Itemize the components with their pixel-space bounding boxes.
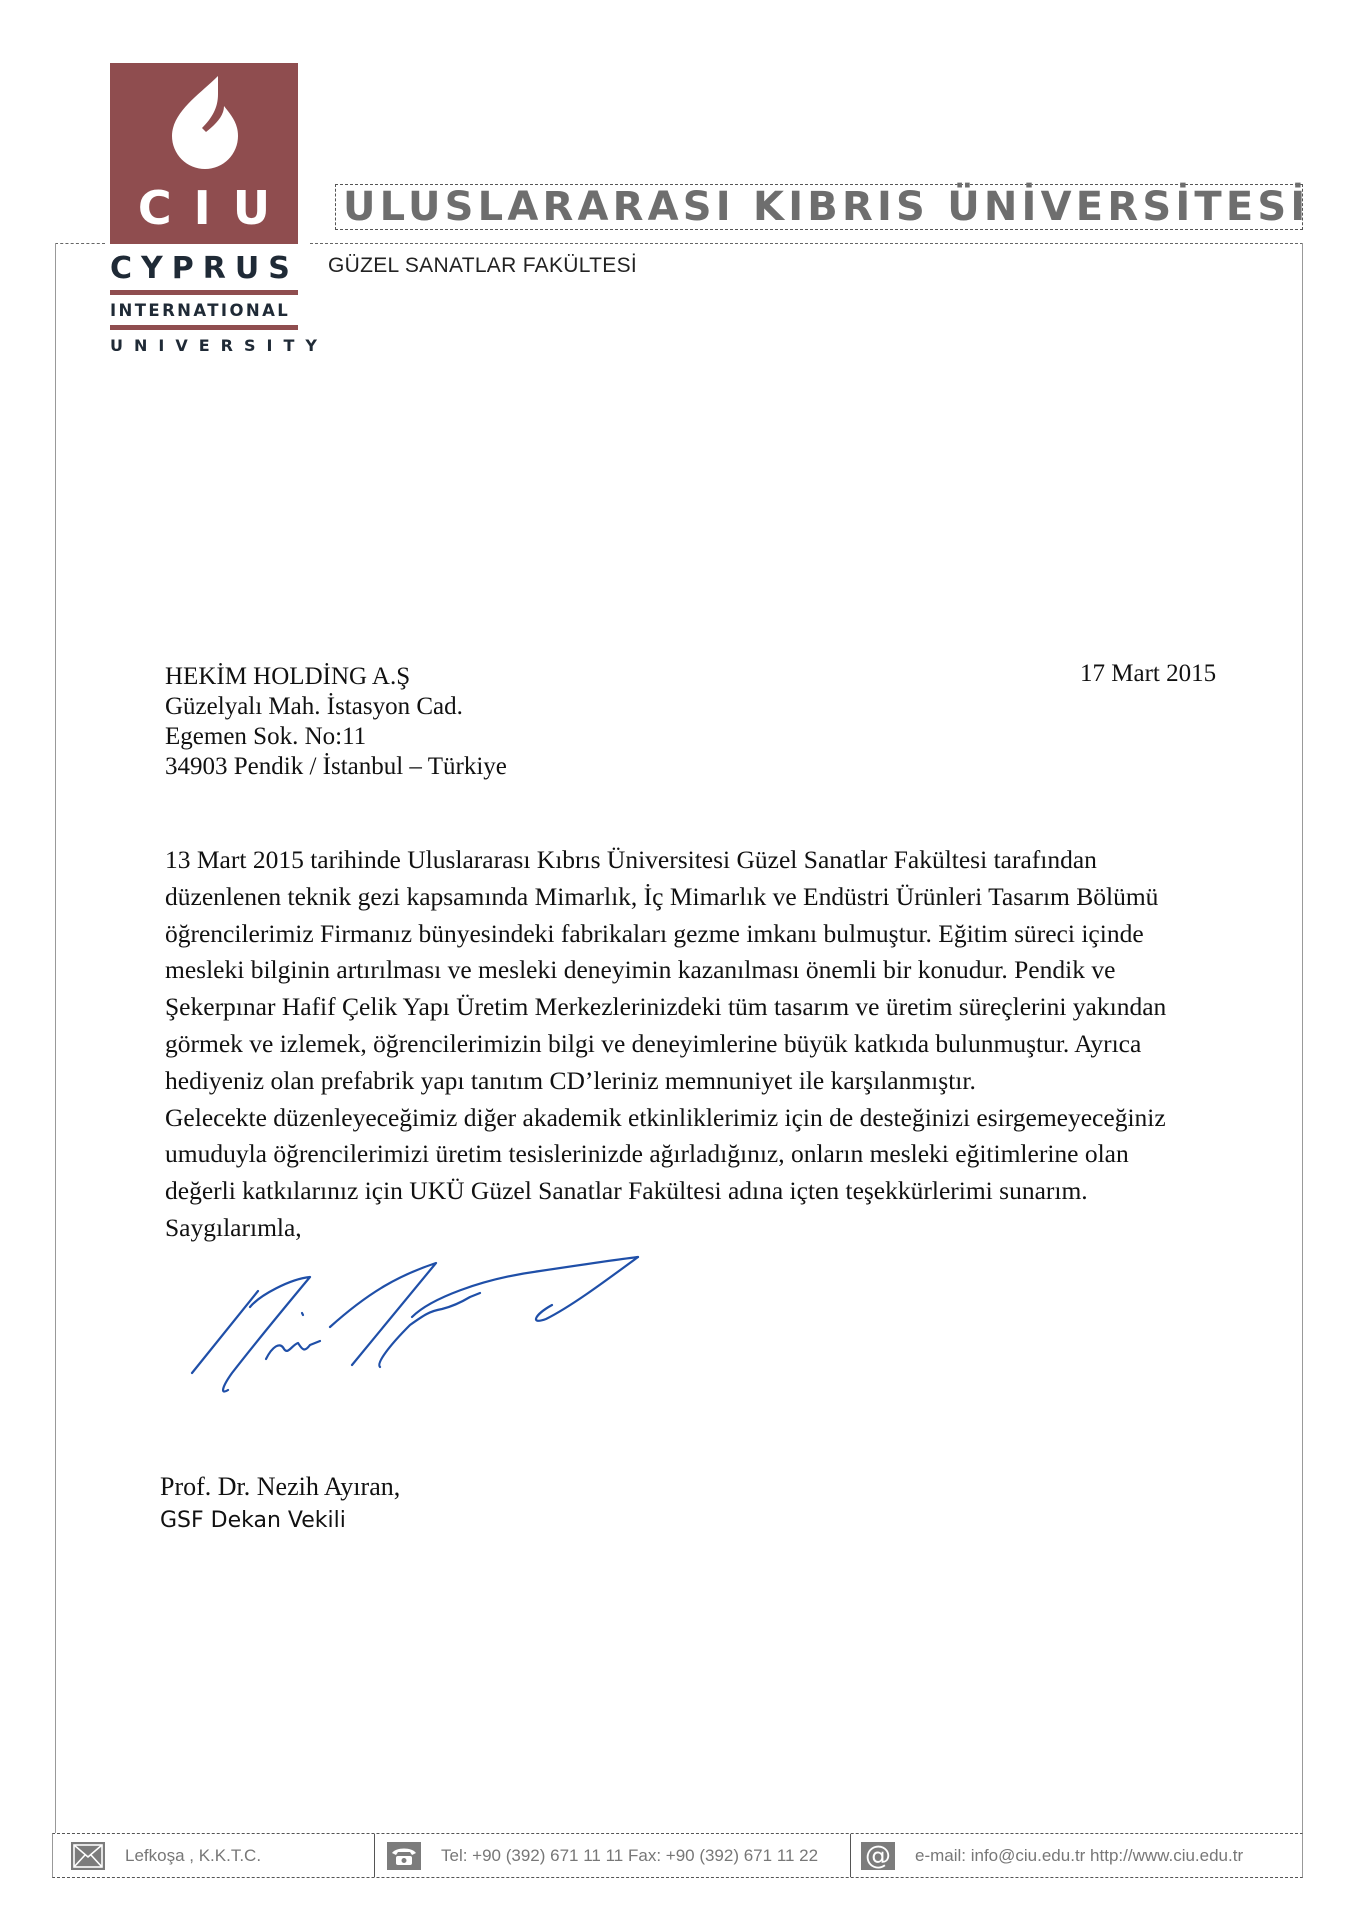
- body-line: Gelecekte düzenleyeceğimiz diğer akademik etkinliklerimiz için de desteğinizi esirgemeyeceğiniz: [165, 1102, 1166, 1132]
- body-line: hediyeniz olan prefabrik yapı tanıtım CD’leriniz memnuniyet ile karşılanmıştır.: [165, 1065, 976, 1095]
- footer-address: [53, 1834, 375, 1877]
- letter-date: 17 Mart 2015: [1080, 660, 1217, 687]
- envelope-icon: [71, 1842, 105, 1870]
- logo-cyprus: CYPRUS: [110, 251, 299, 286]
- frame-line: [310, 243, 1303, 244]
- body-line: değerli katkılarınız için UKÜ Güzel Sanatlar Fakültesi adına içten teşekkürlerimi sunarım.: [165, 1176, 1088, 1206]
- recipient-line: 34903 Pendik / İstanbul – Türkiye: [165, 753, 507, 780]
- footer-phone: [375, 1834, 851, 1877]
- recipient-address: [165, 662, 507, 782]
- letterhead-footer: [52, 1833, 1303, 1878]
- recipient-line: Egemen Sok. No:11: [165, 723, 367, 750]
- telephone-icon: [387, 1842, 421, 1870]
- handwritten-signature: [180, 1255, 650, 1415]
- closing: Saygılarımla,: [165, 1212, 302, 1242]
- recipient-line: HEKİM HOLDİNG A.Ş: [165, 663, 411, 690]
- signer-name: Prof. Dr. Nezih Ayıran,: [160, 1472, 401, 1501]
- logo-university: UNIVERSITY: [110, 336, 328, 355]
- frame-line: [55, 243, 56, 1833]
- flame-drop-icon: [160, 72, 250, 172]
- footer-address-text: Lefkoşa , K.K.T.C.: [125, 1845, 262, 1865]
- frame-line: [55, 243, 105, 244]
- faculty-name: GÜZEL SANATLAR FAKÜLTESİ: [328, 254, 638, 277]
- logo-divider: [110, 325, 298, 330]
- body-line: öğrencilerimiz Firmanız bünyesindeki fabrikaları gezme imkanı bulmuştur. Eğitim süreci içinde: [165, 918, 1144, 948]
- footer-web-text: e-mail: info@ciu.edu.tr http://www.ciu.edu.tr: [915, 1845, 1244, 1865]
- at-sign-icon: @: [861, 1842, 895, 1870]
- logo-divider: [110, 290, 298, 295]
- body-line: mesleki bilginin artırılması ve mesleki deneyimin kazanılması önemli bir konudur. Pendik ve: [165, 955, 1116, 985]
- letter-body: [165, 842, 1166, 1247]
- logo-international: INTERNATIONAL: [110, 301, 291, 320]
- university-name: ULUSLARARASI KIBRIS ÜNİVERSİTESİ: [343, 184, 1310, 230]
- body-line: 13 Mart 2015 tarihinde Uluslararası Kıbrıs Üniversitesi Güzel Sanatlar Fakültesi tarafından: [165, 845, 1097, 874]
- body-line: umuduyla öğrencilerimizi üretim tesislerinizde ağırladığınız, onların mesleki eğitimlerine olan: [165, 1139, 1129, 1169]
- body-line: görmek ve izlemek, öğrencilerimizin bilgi ve deneyimlerine büyük katkıda bulunmuştur. Ayrıca: [165, 1028, 1142, 1058]
- body-line: düzenlenen teknik gezi kapsamında Mimarlık, İç Mimarlık ve Endüstri Ürünleri Tasarım Bölümü: [165, 881, 1159, 911]
- body-line: Şekerpınar Hafif Çelik Yapı Üretim Merkezlerinizdeki tüm tasarım ve üretim süreçlerini yakından: [165, 992, 1167, 1022]
- recipient-line: Güzelyalı Mah. İstasyon Cad.: [165, 693, 463, 720]
- frame-line: [1302, 243, 1303, 1833]
- logo-abbr: CIU: [137, 181, 293, 235]
- footer-phone-text: Tel: +90 (392) 671 11 11 Fax: +90 (392) 671 11 22: [441, 1845, 819, 1865]
- footer-web: [851, 1834, 1302, 1877]
- signer-title: GSF Dekan Vekili: [160, 1508, 346, 1533]
